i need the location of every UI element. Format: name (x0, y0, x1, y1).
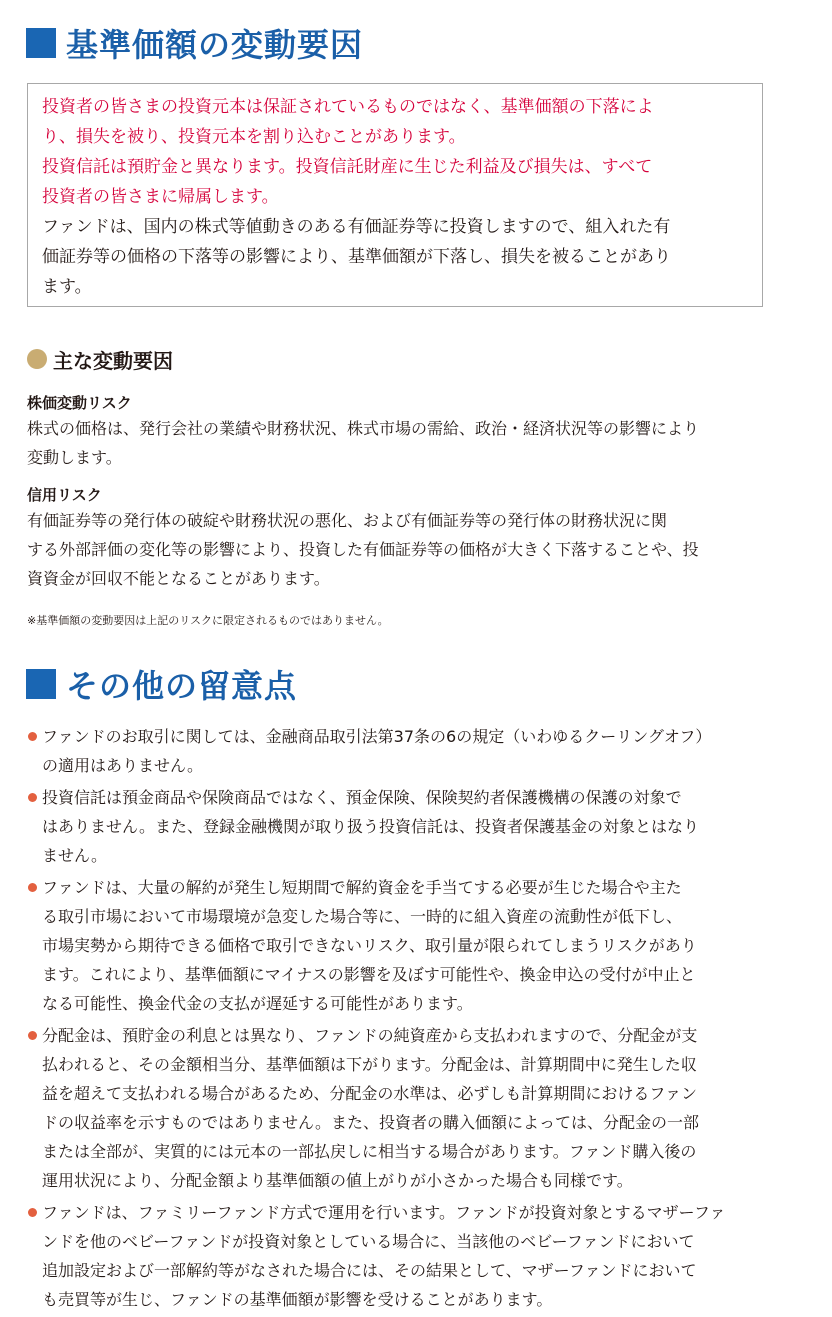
bullet-dot-icon (28, 1031, 37, 1040)
bullet-dot-icon (28, 1208, 37, 1217)
list-item-line: 追加設定および一部解約等がなされた場合には、その結果として、マザーファンドにおいて (42, 1261, 697, 1280)
list-item-line: ドの収益率を示すものではありません。また、投資者の購入価額によっては、分配金の一部 (42, 1113, 699, 1132)
list-item-line: なる可能性、換金代金の支払が遅延する可能性があります。 (42, 994, 473, 1013)
list-item-line: ファンドは、ファミリーファンド方式で運用を行います。ファンドが投資対象とするマザーファ (42, 1203, 726, 1222)
footnote: ※基準価額の変動要因は上記のリスクに限定されるものではありません。 (27, 614, 389, 627)
list-item (27, 722, 787, 780)
notice-line-warning: 投資者の皆さまの投資元本は保証されているものではなく、基準価額の下落によ (42, 97, 654, 117)
risk-description-line: 変動します。 (27, 448, 122, 467)
risk-description-line: 有価証券等の発行体の破綻や財務状況の悪化、および有価証券等の発行体の財務状況に関 (27, 511, 668, 530)
risk-item-price-fluctuation (27, 392, 787, 472)
notice-line-warning: 投資者の皆さまに帰属します。 (42, 187, 279, 207)
list-item-line: 分配金は、預貯金の利息とは異なり、ファンドの純資産から支払われますので、分配金が支 (42, 1026, 698, 1045)
list-item-line: 払われると、その金額相当分、基準価額は下がります。分配金は、計算期間中に発生した収 (42, 1055, 697, 1074)
list-item-line: または全部が、実質的には元本の一部払戻しに相当する場合があります。ファンド購入後の (42, 1142, 697, 1161)
list-item-line: 運用状況により、分配金額より基準価額の値上がりが小さかった場合も同様です。 (42, 1171, 633, 1190)
notice-line-body: ます。 (42, 277, 92, 297)
list-item (27, 873, 787, 1018)
risk-notice-box (27, 83, 763, 307)
list-item (27, 783, 787, 870)
risk-description-line: 株式の価格は、発行会社の業績や財務状況、株式市場の需給、政治・経済状況等の影響により (27, 419, 700, 438)
list-item-line: 市場実勢から期待できる価格で取引できないリスク、取引量が限られてしまうリスクがあり (42, 936, 697, 955)
list-item (27, 1021, 787, 1195)
list-item-line: ファンドは、大量の解約が発生し短期間で解約資金を手当てする必要が生じた場合や主た (42, 878, 682, 897)
risk-name: 信用リスク (27, 486, 102, 504)
section-heading-price-factors (26, 23, 363, 63)
notice-line-body: ファンドは、国内の株式等値動きのある有価証券等に投資しますので、組入れた有 (42, 217, 671, 237)
section-heading-other-notes (26, 664, 297, 704)
list-item-line: はありません。また、登録金融機関が取り扱う投資信託は、投資者保護基金の対象とはなり (42, 817, 699, 836)
risk-name: 株価変動リスク (27, 394, 132, 412)
notice-line-warning: り、損失を被り、投資元本を割り込むことがあります。 (42, 127, 466, 147)
heading-square-icon (26, 28, 56, 58)
circle-bullet-icon (27, 349, 47, 369)
risk-item-credit (27, 484, 787, 593)
section-title: その他の留意点 (66, 667, 298, 705)
risk-description-line: 資資金が回収不能となることがあります。 (27, 569, 330, 588)
list-item-line: ファンドのお取引に関しては、金融商品取引法第37条の6の規定（いわゆるクーリングオフ） (42, 727, 712, 746)
list-item-line: ます。これにより、基準価額にマイナスの影響を及ぼす可能性や、換金申込の受付が中止と (42, 965, 696, 984)
notice-line-body: 価証券等の価格の下落等の影響により、基準価額が下落し、損失を被ることがあり (42, 247, 671, 267)
list-item-line: ンドを他のベビーファンドが投資対象としている場合に、当該他のベビーファンドにおいて (42, 1232, 695, 1251)
bullet-dot-icon (28, 883, 37, 892)
list-item-line: る取引市場において市場環境が急変した場合等に、一時的に組入資産の流動性が低下し、 (42, 907, 683, 926)
list-item (27, 1198, 787, 1314)
list-item-line: の適用はありません。 (42, 756, 203, 775)
bullet-dot-icon (28, 732, 37, 741)
section-title: 基準価額の変動要因 (66, 26, 364, 64)
subheading-text: 主な変動要因 (53, 348, 173, 373)
list-item-line: 益を超えて支払われる場合があるため、分配金の水準は、必ずしも計算期間におけるファン (42, 1084, 698, 1103)
list-item-line: 投資信託は預金商品や保険商品ではなく、預金保険、保険契約者保護機構の保護の対象で (42, 788, 682, 807)
list-item-line: も売買等が生じ、ファンドの基準価額が影響を受けることがあります。 (42, 1290, 553, 1309)
bullet-dot-icon (28, 793, 37, 802)
risk-description-line: する外部評価の変化等の影響により、投資した有価証券等の価格が大きく下落することや、投 (27, 540, 699, 559)
main-factors-heading (27, 344, 173, 374)
notes-list (27, 722, 787, 1317)
notice-line-warning: 投資信託は預貯金と異なります。投資信託財産に生じた利益及び損失は、すべて (42, 157, 653, 177)
list-item-line: ません。 (42, 846, 107, 865)
heading-square-icon (26, 669, 56, 699)
